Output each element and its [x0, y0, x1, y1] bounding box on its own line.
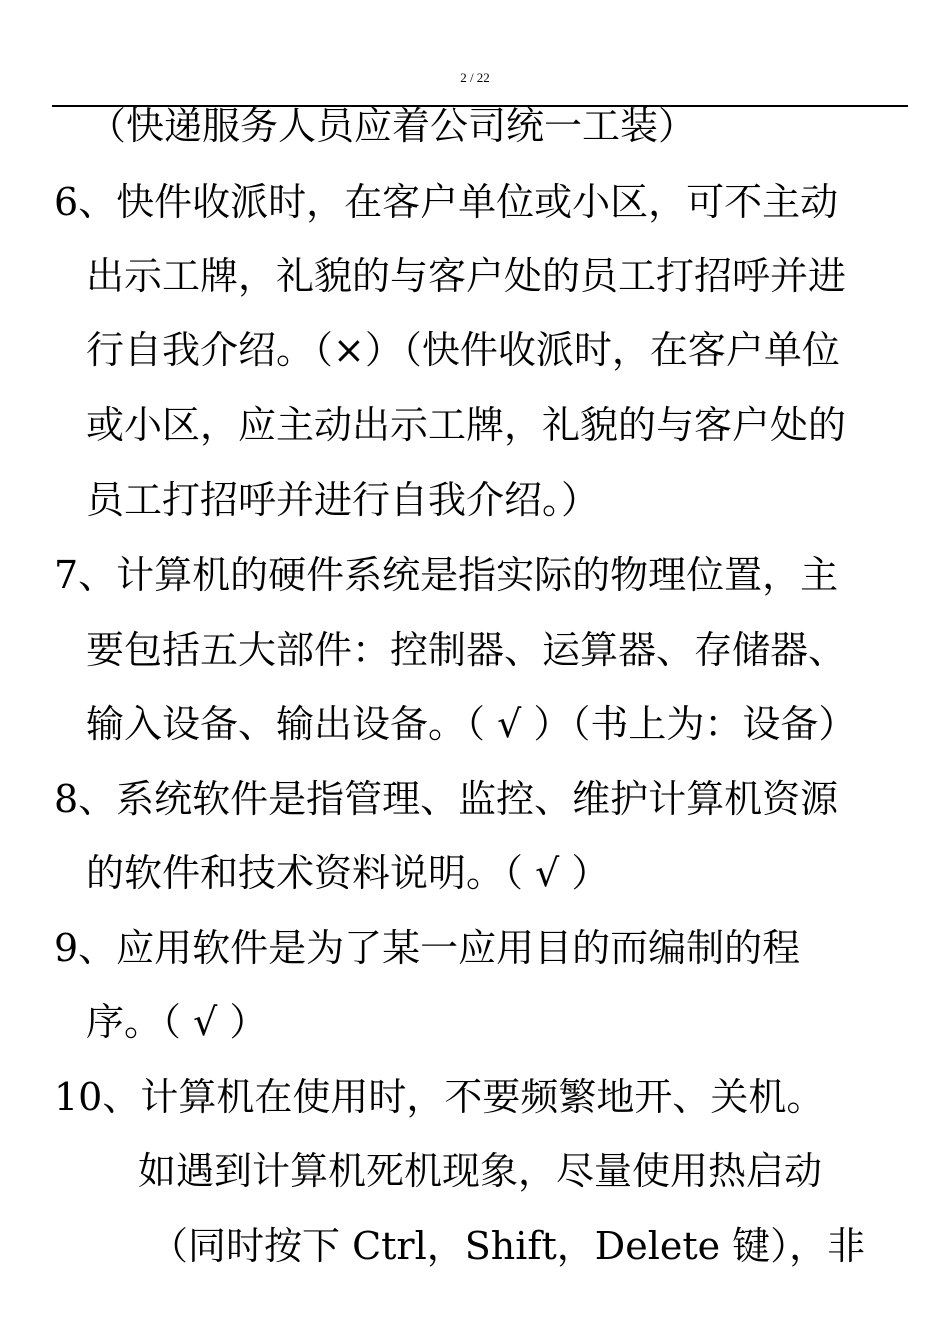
item-9-line: 9、应用软件是为了某一应用目的而编制的程	[54, 926, 801, 970]
text-line: 的软件和技术资料说明。（ √ ）	[86, 851, 610, 895]
item-10-line: 10、计算机在使用时，不要频繁地开、关机。	[54, 1075, 825, 1119]
text-line: 或小区，应主动出示工牌，礼貌的与客户处的	[86, 403, 847, 447]
page-indicator: 2 / 22	[460, 70, 490, 85]
item-6-line: 6、快件收派时，在客户单位或小区，可不主动	[54, 180, 839, 224]
text-line: 行自我介绍。（×）（快件收派时，在客户单位	[86, 328, 840, 372]
text-line: 要包括五大部件：控制器、运算器、存储器、	[86, 628, 847, 672]
text-line: （同时按下 Ctrl，Shift，Delete 键），非	[150, 1224, 866, 1268]
text-line: 序。（ √ ）	[86, 1000, 268, 1044]
text-line: 出示工牌，礼貌的与客户处的员工打招呼并进	[86, 254, 847, 298]
text-line: 员工打招呼并进行自我介绍。）	[86, 478, 600, 522]
text-line: 如遇到计算机死机现象，尽量使用热启动	[138, 1149, 823, 1193]
item-7-line: 7、计算机的硬件系统是指实际的物理位置，主	[54, 553, 839, 597]
item-8-line: 8、系统软件是指管理、监控、维护计算机资源	[54, 777, 839, 821]
text-line: 输入设备、输出设备。（ √ ）（书上为：设备）	[86, 702, 857, 746]
text-line: （快递服务人员应着公司统一工装）	[88, 104, 697, 148]
